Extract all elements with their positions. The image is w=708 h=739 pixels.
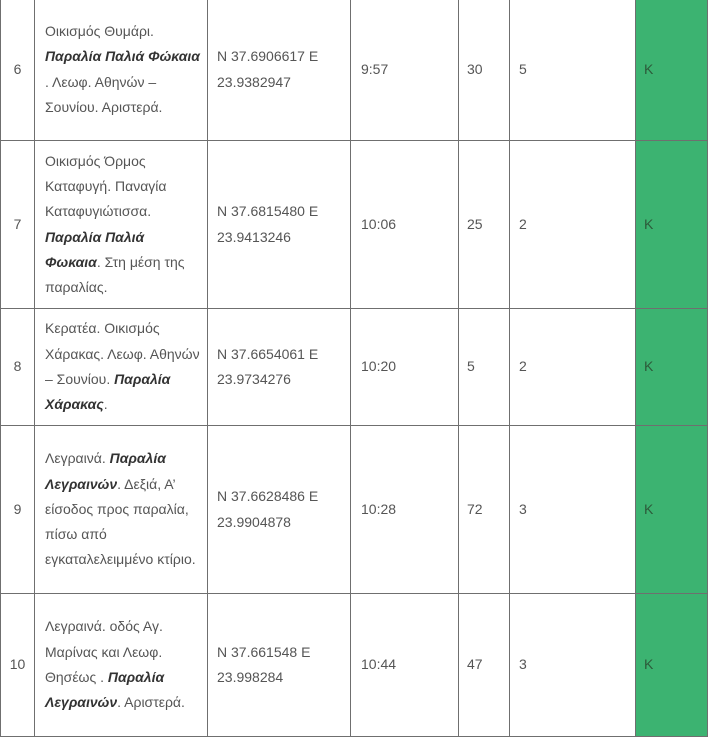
description-text: Οικισμός Όρμος Καταφυγή. Παναγία Καταφυγιώτισσα.	[45, 152, 167, 220]
coordinate-north: N 37.6628486 E	[217, 488, 319, 505]
table-row	[1, 309, 708, 426]
coordinate-east: 23.9382947	[217, 73, 291, 90]
stop-rating: 3	[510, 426, 636, 594]
stop-flag: Κ	[636, 594, 708, 737]
coordinate-north: N 37.6815480 E	[217, 203, 319, 220]
beach-name: Παραλία Λεγραινών	[45, 669, 165, 711]
stop-wait: 25	[459, 141, 510, 309]
coordinate-north: N 37.6654061 E	[217, 345, 319, 362]
coordinate-east: 23.9734276	[217, 371, 291, 387]
beach-name: Παραλία Χάρακας	[45, 371, 171, 413]
description-text: . Λεωφ. Αθηνών – Σουνίου. Αριστερά.	[45, 73, 163, 115]
coordinate-east: 23.9413246	[217, 228, 291, 245]
table-row	[1, 594, 708, 737]
stops-table-body	[1, 0, 708, 737]
stop-flag: Κ	[636, 426, 708, 594]
description-text: .	[103, 396, 108, 413]
stop-description	[35, 426, 208, 594]
description-text: . Στη μέση της παραλίας.	[45, 253, 185, 296]
description-text: . Δεξιά, Α’ είσοδος προς παραλία, πίσω από εγκαταλελειμμένο κτίριο.	[45, 475, 196, 568]
coordinate-north: N 37.6906617 E	[217, 48, 319, 65]
stop-number: 8	[1, 309, 35, 426]
description-text: Λεγραινά.	[45, 450, 110, 467]
stop-time: 10:20	[351, 309, 459, 426]
stop-wait: 47	[459, 594, 510, 737]
stop-wait: 30	[459, 0, 510, 141]
stop-number: 10	[1, 594, 35, 737]
description-text: . Αριστερά.	[117, 694, 185, 711]
stop-flag: Κ	[636, 141, 708, 309]
table-row	[1, 141, 708, 309]
description-text: Λεγραινά. οδός Αγ. Μαρίνας και Λεωφ. Θησέως .	[45, 618, 163, 685]
stop-coordinates	[208, 0, 351, 141]
stop-coordinates	[208, 309, 351, 426]
stop-number: 9	[1, 426, 35, 594]
beach-name: Παραλία Παλιά Φώκαια	[45, 48, 200, 65]
stop-rating: 3	[510, 594, 636, 737]
stop-rating: 2	[510, 309, 636, 426]
stop-rating: 2	[510, 141, 636, 309]
beach-name: Παραλία Λεγραινών	[45, 450, 166, 492]
stop-description	[35, 141, 208, 309]
beach-name: Παραλία Παλιά Φωκαια	[45, 228, 145, 270]
stop-coordinates	[208, 426, 351, 594]
stop-wait: 5	[459, 309, 510, 426]
stop-rating: 5	[510, 0, 636, 141]
coordinate-east: 23.998284	[217, 669, 284, 685]
stop-wait: 72	[459, 426, 510, 594]
stop-time: 10:44	[351, 594, 459, 737]
coordinate-north: N 37.661548 E	[217, 643, 311, 660]
stop-coordinates	[208, 594, 351, 737]
coordinate-east: 23.9904878	[217, 513, 291, 530]
stop-flag: Κ	[636, 309, 708, 426]
stop-time: 9:57	[351, 0, 459, 141]
stop-description	[35, 0, 208, 141]
table-row	[1, 0, 708, 141]
stop-description	[35, 309, 208, 426]
stop-flag: Κ	[636, 0, 708, 141]
stop-coordinates	[208, 141, 351, 309]
description-text: Κερατέα. Οικισμός Χάρακας. Λεωφ. Αθηνών – Σουνίου.	[45, 320, 200, 387]
stop-number: 6	[1, 0, 35, 141]
stop-time: 10:06	[351, 141, 459, 309]
table-row	[1, 426, 708, 594]
description-text: Οικισμός Θυμάρι.	[45, 22, 154, 39]
stop-description	[35, 594, 208, 737]
stop-time: 10:28	[351, 426, 459, 594]
stop-number: 7	[1, 141, 35, 309]
